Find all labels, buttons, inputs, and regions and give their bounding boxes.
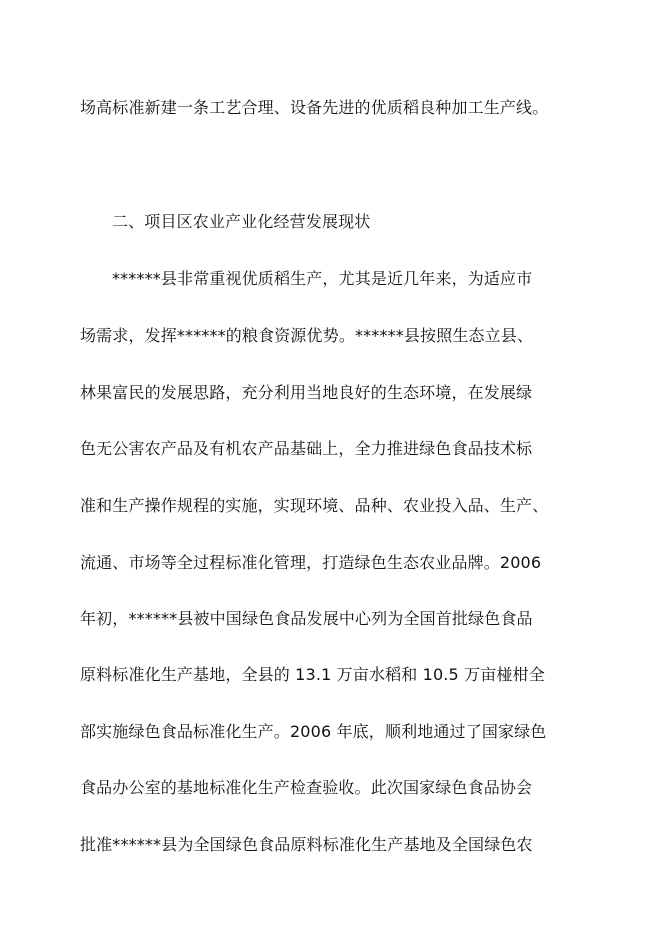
paragraph-line: ******县非常重视优质稻生产，尤其是近几年来，为适应市 [112, 269, 533, 288]
carryover-line: 场高标准新建一条工艺合理、设备先进的优质稻良种加工生产线。 [80, 98, 549, 117]
paragraph-line: 食品办公室的基地标准化生产检查验收。此次国家绿色食品协会 [80, 778, 533, 797]
paragraph-line: 流通、市场等全过程标准化管理，打造绿色生态农业品牌。2006 [80, 553, 542, 572]
paragraph-line: 色无公害农产品及有机农产品基础上，全力推进绿色食品技术标 [80, 439, 533, 458]
section-heading: 二、项目区农业产业化经营发展现状 [112, 212, 371, 231]
paragraph-line: 场需求，发挥******的粮食资源优势。******县按照生态立县、 [80, 326, 534, 345]
paragraph-line: 年初，******县被中国绿色食品发展中心列为全国首批绿色食品 [80, 609, 533, 628]
paragraph-line: 批准******县为全国绿色食品原料标准化生产基地及全国绿色农 [80, 835, 533, 854]
paragraph-line: 原料标准化生产基地，全县的 13.1 万亩水稻和 10.5 万亩椪柑全 [80, 665, 545, 684]
paragraph-line: 部实施绿色食品标准化生产。2006 年底，顺利地通过了国家绿色 [80, 722, 547, 741]
paragraph-line: 林果富民的发展思路，充分利用当地良好的生态环境，在发展绿 [80, 383, 533, 402]
paragraph-line: 准和生产操作规程的实施，实现环境、品种、农业投入品、生产、 [80, 496, 549, 515]
